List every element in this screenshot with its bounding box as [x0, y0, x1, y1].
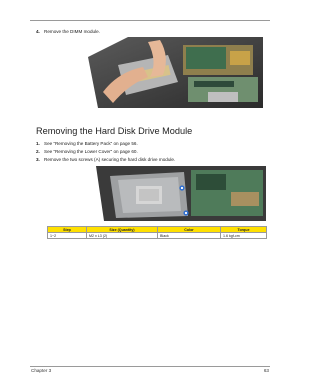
- section-title: Removing the Hard Disk Drive Module: [36, 126, 193, 136]
- footer-chapter: Chapter 3: [31, 368, 52, 373]
- dimm-removal-photo: [88, 37, 263, 108]
- step-number: 3.: [36, 157, 40, 162]
- cell-torque: 1.6 kgf-cm: [221, 233, 267, 239]
- header-size: Size (Quantity): [87, 227, 158, 233]
- step-text: See “Removing the Battery Pack” on page 56.: [44, 141, 138, 146]
- header-color: Color: [158, 227, 221, 233]
- step-text: Remove the DIMM module.: [44, 29, 100, 34]
- step-number: 2.: [36, 149, 40, 154]
- header-torque: Torque: [221, 227, 267, 233]
- cell-step: 1~2: [48, 233, 87, 239]
- header-step: Step: [48, 227, 87, 233]
- step-number: 4.: [36, 29, 40, 34]
- step-text: See “Removing the Lower Cover” on page 60.: [44, 149, 138, 154]
- top-rule: [30, 20, 270, 21]
- bottom-rule: [30, 366, 270, 367]
- torque-table: [47, 226, 267, 239]
- hdd-module-photo: [96, 166, 266, 221]
- table-row: [48, 233, 267, 239]
- step-number: 1.: [36, 141, 40, 146]
- page-number: 63: [263, 368, 269, 373]
- cell-color: Black: [158, 233, 221, 239]
- step-text: Remove the two screws (A) securing the hard disk drive module.: [44, 157, 176, 162]
- cell-size: M2 x L3 (2): [87, 233, 158, 239]
